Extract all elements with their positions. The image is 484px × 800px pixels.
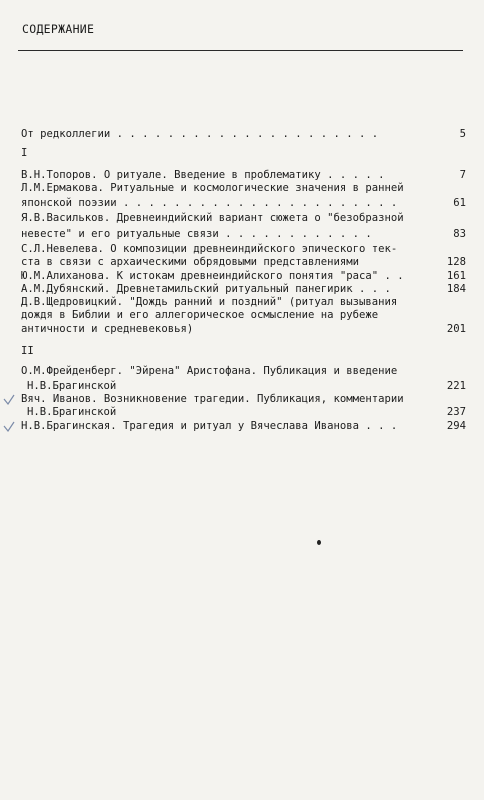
page-title: СОДЕРЖАНИЕ <box>22 22 95 36</box>
toc-entry-page: 237 <box>446 406 466 419</box>
section-heading-2: II <box>21 345 34 358</box>
section-heading-1: I <box>21 147 28 160</box>
toc-entry-title: От редколлегии . . . . . . . . . . . . . . . . . . . . . <box>21 128 379 140</box>
toc-entry-title: А.М.Дубянский. Древнетамильский ритуальный панегирик . . . <box>21 282 391 295</box>
toc-entry-page: 83 <box>453 227 466 240</box>
toc-entry-page: 221 <box>446 379 466 392</box>
checkmark-icon <box>3 421 15 432</box>
toc-entry-title: С.Л.Невелева. О композиции древнеиндийского эпического тек- <box>21 243 398 256</box>
toc-entry-vasilkov <box>21 213 466 240</box>
table-of-contents <box>21 129 466 432</box>
toc-entry-title-cont: невесте" и его ритуальные связи . . . . . . . . . . . . <box>21 227 372 240</box>
toc-entry-page: 5 <box>459 128 466 140</box>
toc-entry-shchedrovitsky <box>21 297 466 335</box>
toc-entry-ivanov <box>21 394 466 419</box>
toc-entry-title-cont: дождя в Библии и его аллегорическое осмысление на рубеже <box>21 308 379 321</box>
toc-entry-dubyansky <box>21 284 466 295</box>
toc-entry-toporov <box>21 170 466 181</box>
toc-entry-page: 294 <box>446 419 466 432</box>
toc-entry-page: 184 <box>446 282 466 295</box>
toc-entry-ermakova <box>21 183 466 210</box>
header-rule <box>18 50 463 51</box>
toc-entry-freidenberg <box>21 366 466 392</box>
toc-entry-page: 7 <box>459 168 466 181</box>
toc-entry-title: В.Н.Топоров. О ритуале. Введение в проблематику . . . . . <box>21 168 385 181</box>
toc-entry-alikhanova <box>21 271 466 282</box>
toc-entry-page: 161 <box>446 269 466 282</box>
toc-entry-title-cont: античности и средневековья) <box>21 322 194 335</box>
toc-entry-title: Ю.М.Алиханова. К истокам древнеиндийского понятия "раса" . . <box>21 269 404 282</box>
toc-entry-title-cont: Н.В.Брагинской <box>27 406 117 419</box>
toc-entry-title-cont: Н.В.Брагинской <box>27 379 117 392</box>
toc-entry-title: Вяч. Иванов. Возникновение трагедии. Публикация, комментарии <box>21 393 404 406</box>
toc-entry-editorial <box>21 129 466 140</box>
toc-entry-page: 128 <box>446 256 466 269</box>
checkmark-icon <box>3 394 15 405</box>
toc-entry-braginskaya <box>21 421 466 432</box>
toc-entry-neveleva <box>21 244 466 269</box>
toc-entry-title: Я.В.Васильков. Древнеиндийский вариант сюжета о "безобразной <box>21 212 404 225</box>
toc-entry-title: Л.М.Ермакова. Ритуальные и космологические значения в ранней <box>21 181 404 194</box>
toc-entry-title: Н.В.Брагинская. Трагедия и ритуал у Вячеслава Иванова . . . <box>21 419 398 432</box>
toc-entry-page: 61 <box>453 197 466 210</box>
toc-entry-title-cont: ста в связи с архаическими обрядовыми представлениями <box>21 256 360 269</box>
toc-entry-title-cont: японской поэзии . . . . . . . . . . . . . . . . . . . . . . <box>21 197 398 210</box>
ink-mark <box>317 540 321 545</box>
toc-entry-page: 201 <box>446 322 466 335</box>
toc-entry-title: О.М.Фрейденберг. "Эйрена" Аристофана. Публикация и введение <box>21 365 398 378</box>
toc-entry-title: Д.В.Щедровицкий. "Дождь ранний и поздний" (ритуал вызывания <box>21 296 398 309</box>
